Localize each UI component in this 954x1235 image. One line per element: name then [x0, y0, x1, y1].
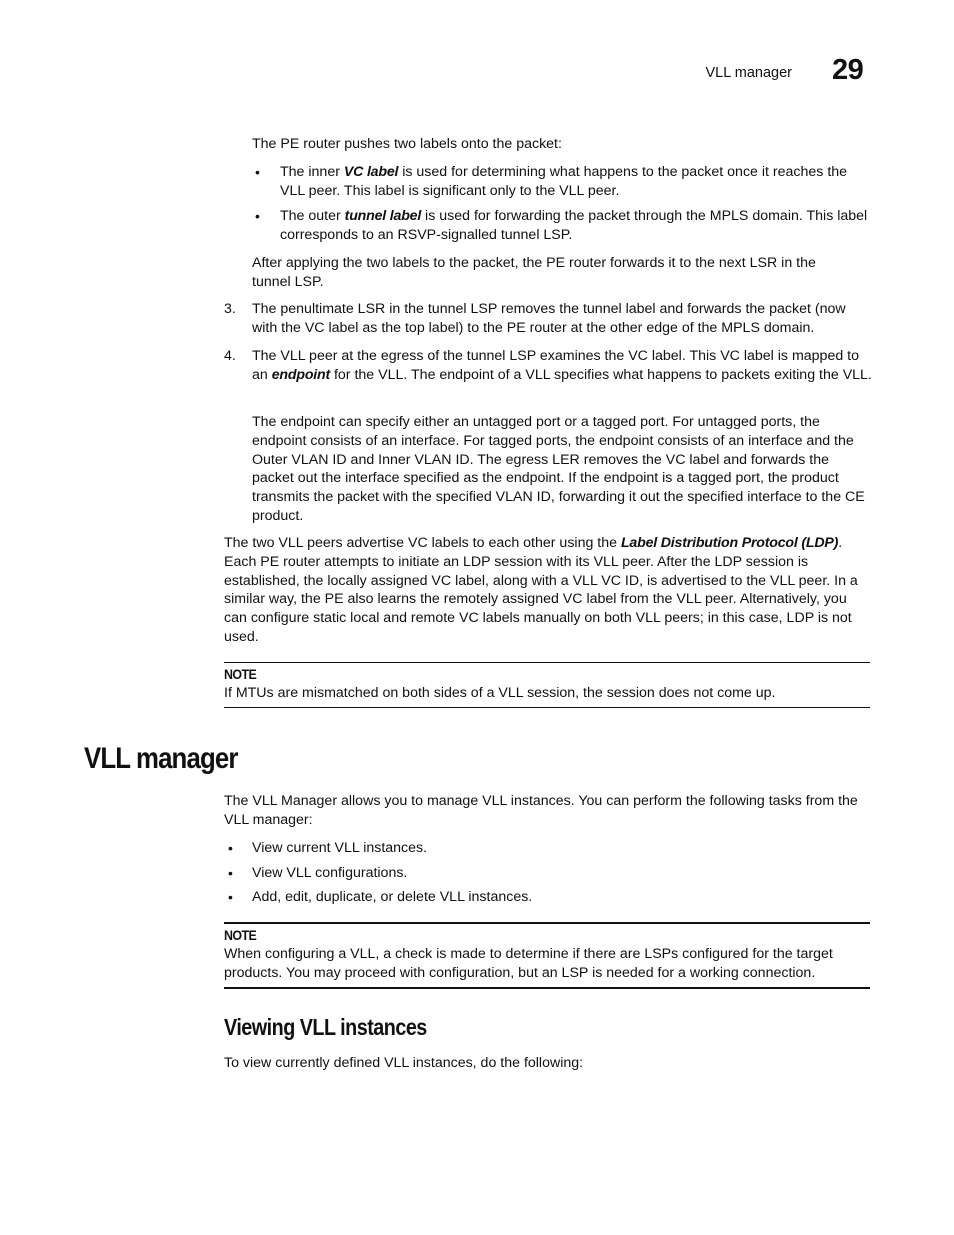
step-number: 3. [224, 301, 236, 317]
note-title: NOTE [224, 667, 257, 682]
bullet-icon: • [255, 164, 260, 180]
section-intro-paragraph: The VLL Manager allows you to manage VLL instances. You can perform the following tasks from the VLL manager: [224, 793, 858, 828]
list-item-text: View VLL configurations. [252, 865, 408, 881]
list-item-text: Add, edit, duplicate, or delete VLL instances. [252, 889, 533, 905]
note-title: NOTE [224, 928, 257, 943]
step-4-text: The VLL peer at the egress of the tunnel LSP examines the VC label. This VC label is mapped to an endpoint for the VLL. The endpoint of a VLL specifies what happens to packets exiting the VLL. [252, 348, 872, 383]
bullet-icon: • [228, 865, 233, 881]
after-labels-paragraph: After applying the two labels to the packet, the PE router forwards it to the next LSR in the tunnel LSP. [252, 255, 816, 290]
step-3-text: The penultimate LSR in the tunnel LSP removes the tunnel label and forwards the packet (now with the VC label as the top label) to the PE router at the other edge of the MPLS domain. [252, 301, 846, 336]
note-box [224, 662, 870, 708]
note-box [224, 922, 870, 989]
intro-paragraph: The PE router pushes two labels onto the packet: [252, 136, 562, 152]
term-vc-label: VC label [343, 164, 399, 180]
section-title: VLL manager [84, 742, 238, 775]
step-number: 4. [224, 348, 236, 364]
subsection-intro-paragraph: To view currently defined VLL instances, do the following: [224, 1055, 584, 1071]
subsection-title: Viewing VLL instances [224, 1014, 427, 1040]
bullet-icon: • [228, 840, 233, 856]
list-item-text: The inner VC label is used for determining what happens to the packet once it reaches the VLL peer. This label is significant only to the VLL peer. [280, 164, 848, 199]
bullet-icon: • [228, 889, 233, 905]
term-ldp: Label Distribution Protocol (LDP) [620, 535, 839, 551]
bullet-icon: • [255, 208, 260, 224]
list-item-text: View current VLL instances. [252, 840, 428, 856]
running-header-section: VLL manager [705, 65, 792, 81]
note-text: When configuring a VLL, a check is made to determine if there are LSPs configured for the target products. You may proceed with configuration, but an LSP is needed for a working connection. [224, 946, 833, 981]
term-endpoint: endpoint [271, 366, 331, 383]
note-text: If MTUs are mismatched on both sides of a VLL session, the session does not come up. [224, 685, 776, 701]
ldp-paragraph: The two VLL peers advertise VC labels to each other using the Label Distribution Protocol (LDP). Each PE router attempts to initiate an LDP session with its VLL peer. After the LDP session is established, the locally assigned VC label, along with a VLL VC ID, is advertised to the VLL peer. In a similar way, the PE also learns the remotely assigned VC label from the VLL peer. Alternatively, you can configure static local and remote VC labels manually on both VLL peers; in this case, LDP is not used. [224, 535, 858, 645]
endpoint-paragraph: The endpoint can specify either an untagged port or a tagged port. For untagged ports, the endpoint consists of an interface. For tagged ports, the endpoint consists of an interface and the Outer VLAN ID and Inner VLAN ID. The egress LER removes the VC label and forwards the packet out the interface specified as the endpoint. If the endpoint is a tagged port, the product transmits the packet with the specified VLAN ID, forwarding it out the specified interface to the CE product. [252, 414, 865, 524]
list-item-text: The outer tunnel label is used for forwarding the packet through the MPLS domain. This label corresponds to an RSVP-signalled tunnel LSP. [280, 208, 868, 243]
term-tunnel-label: tunnel label [344, 208, 422, 224]
chapter-number: 29 [832, 54, 864, 86]
